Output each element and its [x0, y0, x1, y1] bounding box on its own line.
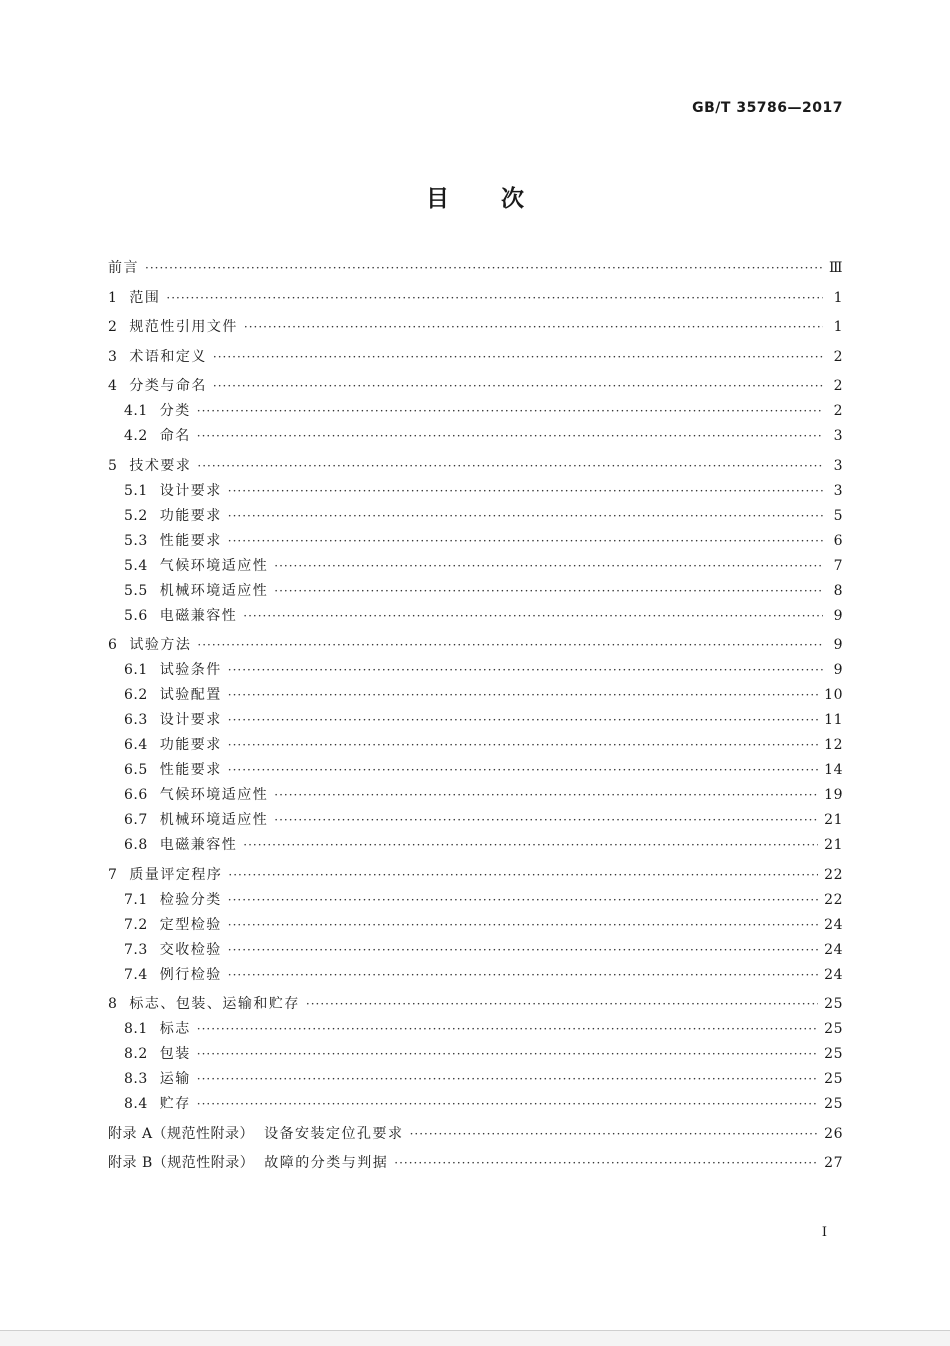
- toc-entry-label: 气候环境适应性: [159, 787, 269, 803]
- toc-entry[interactable]: [108, 556, 843, 576]
- toc-dot-leader: [197, 635, 823, 655]
- toc-dot-leader: [228, 531, 823, 551]
- toc-dot-leader: [197, 1094, 818, 1114]
- toc-dot-leader: [228, 506, 823, 526]
- toc-dot-leader: [274, 581, 823, 601]
- toc-entry-page: 22: [824, 866, 843, 883]
- toc-entry-number: 5.2: [124, 507, 148, 524]
- toc-entry[interactable]: [108, 506, 843, 526]
- toc-entry-number: 6.3: [124, 712, 148, 728]
- toc-entry-page: 5: [833, 507, 843, 524]
- toc-entry-label: 气候环境适应性: [159, 557, 269, 574]
- toc-entry-label: 包装: [159, 1046, 191, 1062]
- toc-entry-page: 21: [824, 812, 843, 828]
- toc-entry-page: 14: [824, 762, 843, 778]
- toc-entry-label: 电磁兼容性: [159, 837, 238, 853]
- toc-entry[interactable]: [108, 890, 843, 910]
- toc-entry-label: 交收检验: [159, 941, 222, 958]
- toc-entry-label: 试验方法: [129, 637, 192, 653]
- toc-entry-number: 附录 A（规范性附录）: [108, 1125, 255, 1142]
- toc-entry-page: 2: [833, 378, 843, 394]
- toc-entry-label: 标志: [159, 1021, 191, 1037]
- toc-entry-page: 9: [833, 662, 843, 678]
- toc-dot-leader: [145, 258, 823, 278]
- toc-entry-label: 机械环境适应性: [159, 582, 269, 599]
- toc-entry-number: 6.1: [124, 662, 148, 678]
- toc-dot-leader: [228, 735, 818, 755]
- toc-dot-leader: [306, 994, 818, 1014]
- toc-entry-label: 规范性引用文件: [129, 319, 238, 335]
- toc-entry-number: 2: [108, 319, 118, 335]
- toc-entry-page: 11: [824, 712, 843, 728]
- toc-entry-number: 5.4: [124, 557, 148, 574]
- toc-entry[interactable]: [108, 581, 843, 601]
- toc-dot-leader: [228, 915, 818, 935]
- toc-dot-leader: [274, 785, 818, 805]
- toc-entry[interactable]: [108, 735, 843, 755]
- toc-entry-page: 26: [824, 1125, 843, 1142]
- toc-dot-leader: [394, 1153, 818, 1173]
- toc-entry-label: 技术要求: [129, 457, 192, 474]
- toc-entry-page: 12: [824, 737, 843, 753]
- toc-dot-leader: [228, 660, 823, 680]
- toc-entry[interactable]: [108, 481, 843, 501]
- toc-entry-label: 例行检验: [159, 966, 222, 983]
- toc-entry-number: 6: [108, 637, 118, 653]
- toc-entry-number: 5: [108, 457, 118, 474]
- toc-dot-leader: [228, 685, 818, 705]
- toc-entry-page: 9: [833, 607, 843, 624]
- toc-entry[interactable]: [108, 258, 843, 278]
- toc-dot-leader: [228, 710, 818, 730]
- toc-entry-number: 4: [108, 378, 118, 394]
- toc-entry-page: 25: [824, 1021, 843, 1037]
- toc-entry-label: 质量评定程序: [129, 866, 223, 883]
- toc-entry-label: 设计要求: [159, 482, 222, 499]
- toc-entry-page: 1: [833, 289, 843, 306]
- toc-dot-leader: [228, 890, 818, 910]
- toc-entry[interactable]: [108, 994, 843, 1014]
- toc-entry-page: 25: [824, 1071, 843, 1087]
- toc-entry-label: 分类: [159, 403, 191, 419]
- toc-entry-number: 7.1: [124, 891, 148, 908]
- toc-entry-number: 5.6: [124, 607, 148, 624]
- toc-entry-page: 9: [833, 637, 843, 653]
- toc-entry[interactable]: [108, 317, 843, 337]
- toc-dot-leader: [166, 288, 823, 308]
- toc-entry[interactable]: [108, 376, 843, 396]
- toc-entry-number: 6.7: [124, 812, 148, 828]
- toc-entry-page: 19: [824, 787, 843, 803]
- toc-entry-number: 7.4: [124, 966, 148, 983]
- toc-entry[interactable]: [108, 531, 843, 551]
- toc-dot-leader: [197, 426, 823, 446]
- toc-entry-number: 1: [108, 289, 118, 306]
- toc-entry[interactable]: [108, 456, 843, 476]
- toc-dot-leader: [197, 1044, 818, 1064]
- toc-dot-leader: [197, 401, 823, 421]
- toc-dot-leader: [228, 760, 818, 780]
- toc-entry[interactable]: [108, 1019, 843, 1039]
- toc-entry-number: 6.2: [124, 687, 148, 703]
- toc-entry-label: 试验配置: [159, 687, 222, 703]
- toc-entry-label: 运输: [159, 1071, 191, 1087]
- toc-dot-leader: [228, 940, 818, 960]
- toc-entry[interactable]: [108, 865, 843, 885]
- toc-entry-label: 分类与命名: [129, 378, 207, 394]
- toc-entry[interactable]: [108, 1094, 843, 1114]
- toc-entry-number: 8: [108, 996, 118, 1012]
- toc-entry-number: 8.2: [124, 1046, 148, 1062]
- toc-entry-label: 前言: [108, 260, 139, 276]
- toc-entry-number: 7: [108, 866, 118, 883]
- toc-entry-page: 25: [824, 1096, 843, 1112]
- toc-entry-number: 6.4: [124, 737, 148, 753]
- toc-entry[interactable]: [108, 1153, 843, 1173]
- toc-dot-leader: [213, 376, 823, 396]
- toc-dot-leader: [274, 556, 823, 576]
- toc-entry-page: 24: [824, 916, 843, 933]
- toc-entry[interactable]: [108, 965, 843, 985]
- toc-dot-leader: [243, 606, 823, 626]
- toc-entry[interactable]: [108, 1124, 843, 1144]
- toc-entry-page: 6: [833, 532, 843, 549]
- toc-entry[interactable]: [108, 606, 843, 626]
- toc-entry-label: 电磁兼容性: [159, 607, 238, 624]
- toc-entry-page: 3: [833, 482, 843, 499]
- toc-entry[interactable]: [108, 835, 843, 855]
- toc-entry[interactable]: [108, 1069, 843, 1089]
- toc-entry[interactable]: [108, 915, 843, 935]
- toc-entry-label: 定型检验: [159, 916, 222, 933]
- toc-dot-leader: [228, 965, 818, 985]
- toc-entry-number: 4.1: [124, 403, 148, 419]
- toc-dot-leader: [410, 1124, 819, 1144]
- toc-entry-page: 22: [824, 891, 843, 908]
- toc-entry-page: 2: [833, 348, 843, 365]
- toc-entry-number: 6.8: [124, 837, 148, 853]
- toc-dot-leader: [228, 865, 818, 885]
- toc-entry-label: 设计要求: [159, 712, 222, 728]
- toc-entry-page: 27: [824, 1155, 843, 1171]
- toc-entry-number: 6.5: [124, 762, 148, 778]
- toc-entry-page: 21: [824, 837, 843, 853]
- toc-entry-page: 10: [824, 687, 843, 703]
- toc-entry[interactable]: [108, 426, 843, 446]
- toc-dot-leader: [228, 481, 823, 501]
- toc-dot-leader: [197, 1019, 818, 1039]
- toc-entry-number: 8.4: [124, 1096, 148, 1112]
- toc-entry[interactable]: [108, 347, 843, 367]
- toc-entry-label: 检验分类: [159, 891, 222, 908]
- toc-entry[interactable]: [108, 660, 843, 680]
- toc-entry-label: 功能要求: [159, 507, 222, 524]
- toc-dot-leader: [213, 347, 823, 367]
- toc-entry[interactable]: [108, 1044, 843, 1064]
- toc-entry-page: 24: [824, 941, 843, 958]
- toc-entry-number: 5.3: [124, 532, 148, 549]
- toc-entry-page: Ⅲ: [828, 260, 843, 276]
- toc-dot-leader: [243, 835, 818, 855]
- toc-dot-leader: [244, 317, 823, 337]
- toc-entry-page: 8: [833, 582, 843, 599]
- toc-entry-number: 4.2: [124, 428, 148, 444]
- toc-entry-label: 术语和定义: [129, 348, 207, 365]
- toc-entry-label: 功能要求: [159, 737, 222, 753]
- toc-title: 目 次: [425, 186, 524, 212]
- toc-entry-label: 贮存: [159, 1096, 191, 1112]
- toc-entry-number: 5.1: [124, 482, 148, 499]
- toc-entry-label: 试验条件: [159, 662, 222, 678]
- toc-entry-label: 性能要求: [159, 532, 222, 549]
- toc-dot-leader: [197, 1069, 818, 1089]
- toc-entry[interactable]: [108, 940, 843, 960]
- toc-entry[interactable]: [108, 401, 843, 421]
- toc-entry-number: 8.3: [124, 1071, 148, 1087]
- toc-entry-number: 7.2: [124, 916, 148, 933]
- toc-dot-leader: [274, 810, 818, 830]
- toc-entry-label: 机械环境适应性: [159, 812, 269, 828]
- toc-entry-label: 性能要求: [159, 762, 222, 778]
- document-code: GB/T 35786—2017: [692, 100, 843, 116]
- toc-entry-number: 8.1: [124, 1021, 148, 1037]
- toc-entry-page: 3: [833, 457, 843, 474]
- toc-entry-page: 2: [833, 403, 843, 419]
- toc-entry[interactable]: [108, 760, 843, 780]
- toc-entry-number: 附录 B（规范性附录）: [108, 1155, 255, 1171]
- toc-entry-number: 5.5: [124, 582, 148, 599]
- page-bottom-edge: [0, 1330, 950, 1346]
- toc-entry[interactable]: [108, 685, 843, 705]
- page-number: I: [821, 1225, 827, 1240]
- toc-entry[interactable]: [108, 635, 843, 655]
- toc-entry-label: 标志、包装、运输和贮存: [129, 996, 300, 1012]
- toc-entry[interactable]: [108, 710, 843, 730]
- toc-entry-label: 设备安装定位孔要求: [264, 1125, 404, 1142]
- toc-entry[interactable]: [108, 785, 843, 805]
- toc-entry-number: 3: [108, 348, 118, 365]
- toc-entry[interactable]: [108, 288, 843, 308]
- toc-entry-page: 24: [824, 966, 843, 983]
- toc-entry-label: 命名: [159, 428, 191, 444]
- toc-entry-label: 故障的分类与判据: [264, 1155, 389, 1171]
- toc-entry-page: 7: [833, 557, 843, 574]
- toc-entry-page: 1: [833, 319, 843, 335]
- toc-entry-label: 范围: [129, 289, 161, 306]
- toc-dot-leader: [197, 456, 823, 476]
- toc-entry-page: 3: [833, 428, 843, 444]
- toc-entry-number: 6.6: [124, 787, 148, 803]
- toc-entry[interactable]: [108, 810, 843, 830]
- toc-entry-page: 25: [824, 996, 843, 1012]
- toc-entry-number: 7.3: [124, 941, 148, 958]
- toc-entry-page: 25: [824, 1046, 843, 1062]
